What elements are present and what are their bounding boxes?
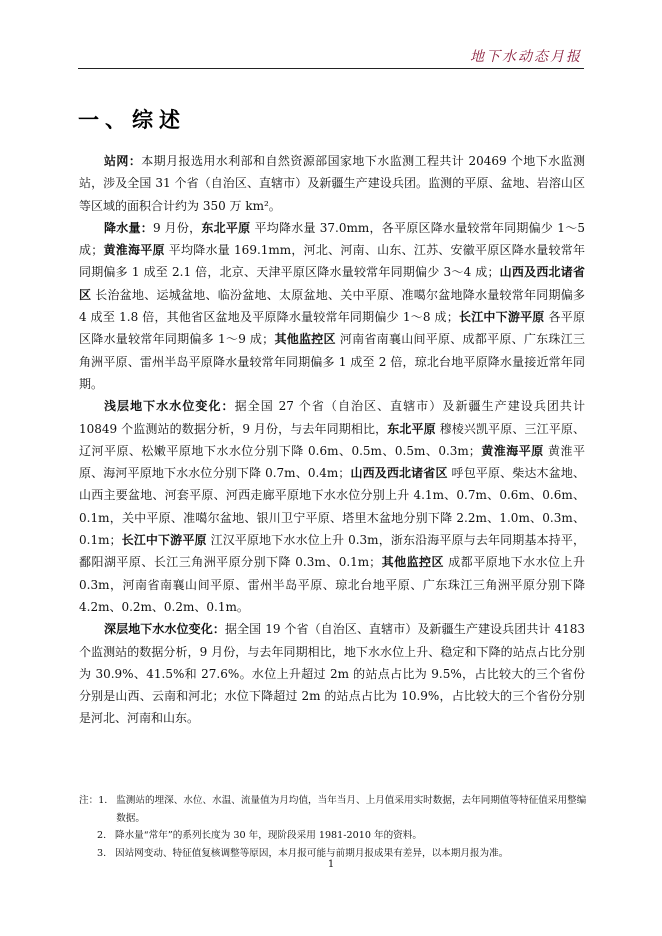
region-name: 其他监控区: [381, 555, 444, 570]
paragraph-label: 浅层地下水水位变化：: [104, 399, 235, 414]
paragraph-text: 黄淮平原、海河平原地下水水位分别下降 0.7m、0.4m；: [79, 443, 585, 481]
footnote-text: 监测站的埋深、水位、水温、流量值为月均值，当年当月、上月值采用实时数据，去年同期值等特征值采用整编数据。: [116, 795, 587, 824]
paragraph-text: 各平原区降水量较常年同期偏多 1～9 成；: [79, 310, 585, 347]
footnote-item: [79, 792, 589, 827]
footnote-lead: 注：: [79, 795, 99, 806]
body-text: [79, 150, 585, 730]
paragraph-text: 成都平原地下水水位上升 0.3m，河南省南襄山间平原、雷州半岛平原、琼北台地平原、广东珠江三角洲平原分别下降 4.2m、0.2m、0.2m、0.1m。: [79, 555, 585, 614]
paragraph-station-network: [79, 150, 585, 217]
region-name: 长江中下游平原: [458, 310, 545, 325]
paragraph-label: 站网：: [104, 154, 142, 168]
paragraph-deep-groundwater: [79, 618, 585, 729]
paragraph-text: 平均降水量 169.1mm，河北、河南、山东、江苏、安徽平原区降水量较常年同期偏多 1 成至 2.1 倍，北京、天津平原区降水量较常年同期偏少 3～4 成；: [79, 243, 585, 280]
paragraph-shallow-groundwater: [79, 395, 585, 618]
paragraph-text: 长治盆地、运城盆地、临汾盆地、太原盆地、关中平原、准噶尔盆地降水量较常年同期偏多 4 成至 1.8 倍，其他省区盆地及平原降水量较常年同期偏少 1～8 成；: [79, 287, 585, 325]
region-name: 黄淮海平原: [480, 443, 544, 458]
page-header: [78, 40, 584, 69]
section-title: 一、综述: [78, 107, 186, 132]
region-name: 山西及西北诸省区: [79, 265, 585, 302]
region-name: 东北平原: [201, 220, 251, 235]
footnotes: [79, 792, 589, 862]
paragraph-label: 降水量：: [104, 220, 153, 235]
region-name: 黄淮海平原: [103, 243, 165, 258]
header-title: 地下水动态月报: [470, 49, 582, 65]
paragraph-text: 平均降水量 37.0mm，各平原区降水量较常年同期偏少 1～5 成；: [79, 220, 585, 258]
paragraph-text: 江汉平原地下水水位上升 0.3m，浙东沿海平原与去年同期基本持平，鄱阳湖平原、长江三角洲平原分别下降 0.3m、0.1m；: [79, 533, 585, 570]
paragraph-text: 本期月报选用水利部和自然资源部国家地下水监测工程共计 20469 个地下水监测站，涉及全国 31 个省（自治区、直辖市）及新疆生产建设兵团。监测的平原、盆地、岩溶山区等区域的面积合计约为 350 万 km²。: [79, 154, 585, 213]
footnote-number: 3.: [97, 847, 107, 859]
footnote-text: 降水量“常年”的系列长度为 30 年，现阶段采用 1981-2010 年的资料。: [115, 830, 422, 841]
paragraph-text: 河南省南襄山间平原、成都平原、广东珠江三角洲平原、雷州半岛平原降水量较常年同期偏多 1 成至 2 倍，琼北台地平原降水量接近常年同期。: [79, 332, 585, 391]
paragraph-precipitation: [79, 217, 585, 395]
footnote-text: 因站网变动、特征值复核调整等原因，本月报可能与前期月报成果有差异，以本期月报为准。: [115, 847, 509, 859]
paragraph-text: 据全国 27 个省（自治区、直辖市）及新疆生产建设兵团共计 10849 个监测站的数据分析，9 月份，与去年同期相比，: [79, 399, 585, 436]
region-name: 山西及西北诸省区: [350, 466, 448, 481]
paragraph-label: 深层地下水水位变化：: [104, 622, 225, 637]
region-name: 其他监控区: [274, 332, 336, 347]
region-name: 东北平原: [387, 421, 436, 436]
footnote-number: 2.: [97, 830, 107, 841]
paragraph-text: 据全国 19 个省（自治区、直辖市）及新疆生产建设兵团共计 4183 个监测站的数据分析，9 月份，与去年同期相比，地下水水位上升、稳定和下降的站点占比分别为 30.9%、41.5%和 27.6%。水位上升超过 2m 的站点占比为 9.5%，占比较大的三个省份分别是山西、云南和河北；水位下降超过 2m 的站点占比为 10.9%，占比较大的三个省份分别是河北、河南和山东。: [79, 622, 585, 726]
paragraph-text: 穆棱兴凯平原、三江平原、辽河平原、松嫩平原地下水水位分别下降 0.6m、0.5m、0.5m、0.3m；: [79, 421, 585, 458]
page-number: 1: [327, 859, 335, 870]
footnote-item: [79, 827, 589, 845]
region-name: 长江中下游平原: [121, 533, 207, 548]
footnote-number: 1.: [98, 795, 108, 806]
paragraph-text: 呼包平原、柴达木盆地、山西主要盆地、河套平原、河西走廊平原地下水水位分别上升 4.1m、0.7m、0.6m、0.6m、0.1m，关中平原、准噶尔盆地、银川卫宁平原、塔里木盆地分别下降 2.2m、1.0m、0.3m、0.1m；: [79, 466, 585, 548]
paragraph-text: 9 月份，: [152, 220, 202, 235]
